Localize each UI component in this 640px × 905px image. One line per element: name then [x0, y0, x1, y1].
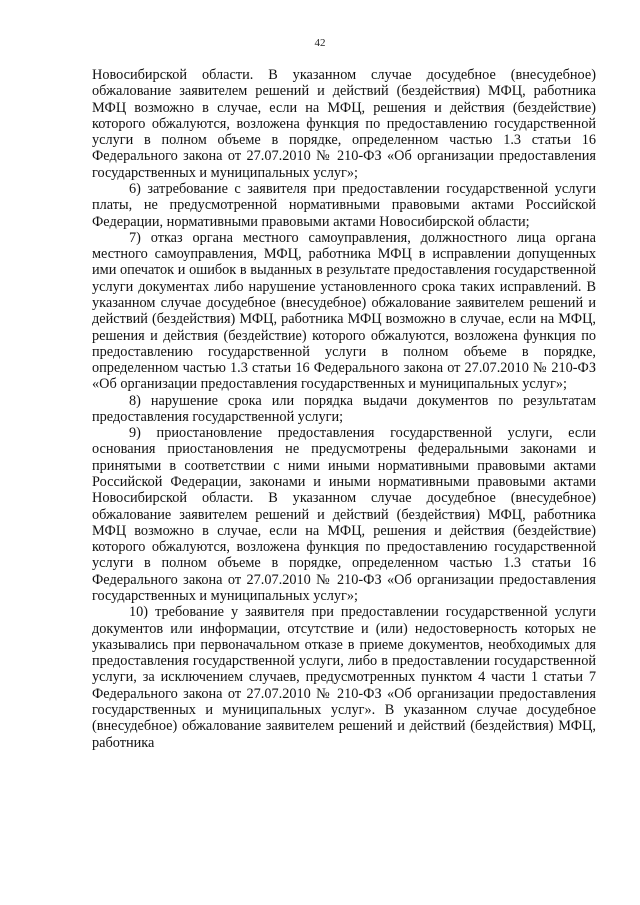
paragraph-item-8: 8) нарушение срока или порядка выдачи документов по результатам предоставления государственной услуги;	[92, 392, 596, 425]
paragraph-item-9: 9) приостановление предоставления государственной услуги, если основания приостановления не предусмотрены федеральными законами и принятыми в соответствии с ними иными нормативными правовыми актами Российской Федерации, законами и иными нормативными правовыми актами Новосибирской области. В указанном случае досудебное (внесудебное) обжалование заявителем решений и действий (бездействия) МФЦ, работника МФЦ возможно в случае, если на МФЦ, решения и действия (бездействие) которого обжалуются, возложена функция по предоставлению государственной услуги в полном объеме в порядке, определенном частью 1.3 статьи 16 Федерального закона от 27.07.2010 № 210-ФЗ «Об организации предоставления государственных и муниципальных услуг»;	[92, 425, 596, 604]
paragraph-item-7: 7) отказ органа местного самоуправления, должностного лица органа местного самоуправления, МФЦ, работника МФЦ в исправлении допущенных ими опечаток и ошибок в выданных в результате предоставления государственной услуги документах либо нарушение установленного срока таких исправлений. В указанном случае досудебное (внесудебное) обжалование заявителем решений и действий (бездействия) МФЦ, работника МФЦ возможно в случае, если на МФЦ, решения и действия (бездействие) которого обжалуются, возложена функция по предоставлению государственной услуги в полном объеме в порядке, определенном частью 1.3 статьи 16 Федерального закона от 27.07.2010 № 210-ФЗ «Об организации предоставления государственных и муниципальных услуг»;	[92, 229, 596, 393]
paragraph-continuation: Новосибирской области. В указанном случае досудебное (внесудебное) обжалование заявителем решений и действий (бездействия) МФЦ, работника МФЦ возможно в случае, если на МФЦ, решения и действия (бездействие) которого обжалуются, возложена функция по предоставлению государственной услуги в полном объеме в порядке, определенном частью 1.3 статьи 16 Федерального закона от 27.07.2010 № 210-ФЗ «Об организации предоставления государственных и муниципальных услуг»;	[92, 67, 596, 181]
paragraph-item-6: 6) затребование с заявителя при предоставлении государственной услуги платы, не предусмотренной нормативными правовыми актами Российской Федерации, нормативными правовыми актами Новосибирской области;	[92, 180, 596, 230]
paragraph-item-10: 10) требование у заявителя при предоставлении государственной услуги документов или информации, отсутствие и (или) недостоверность которых не указывались при первоначальном отказе в приеме документов, необходимых для предоставления государственной услуги, либо в предоставлении государственной услуги, за исключением случаев, предусмотренных пунктом 4 части 1 статьи 7 Федерального закона от 27.07.2010 № 210-ФЗ «Об организации предоставления государственных и муниципальных услуг». В указанном случае досудебное (внесудебное) обжалование заявителем решений и действий (бездействия) МФЦ, работника	[92, 604, 596, 751]
document-body	[92, 67, 596, 751]
page-number: 42	[314, 37, 326, 49]
